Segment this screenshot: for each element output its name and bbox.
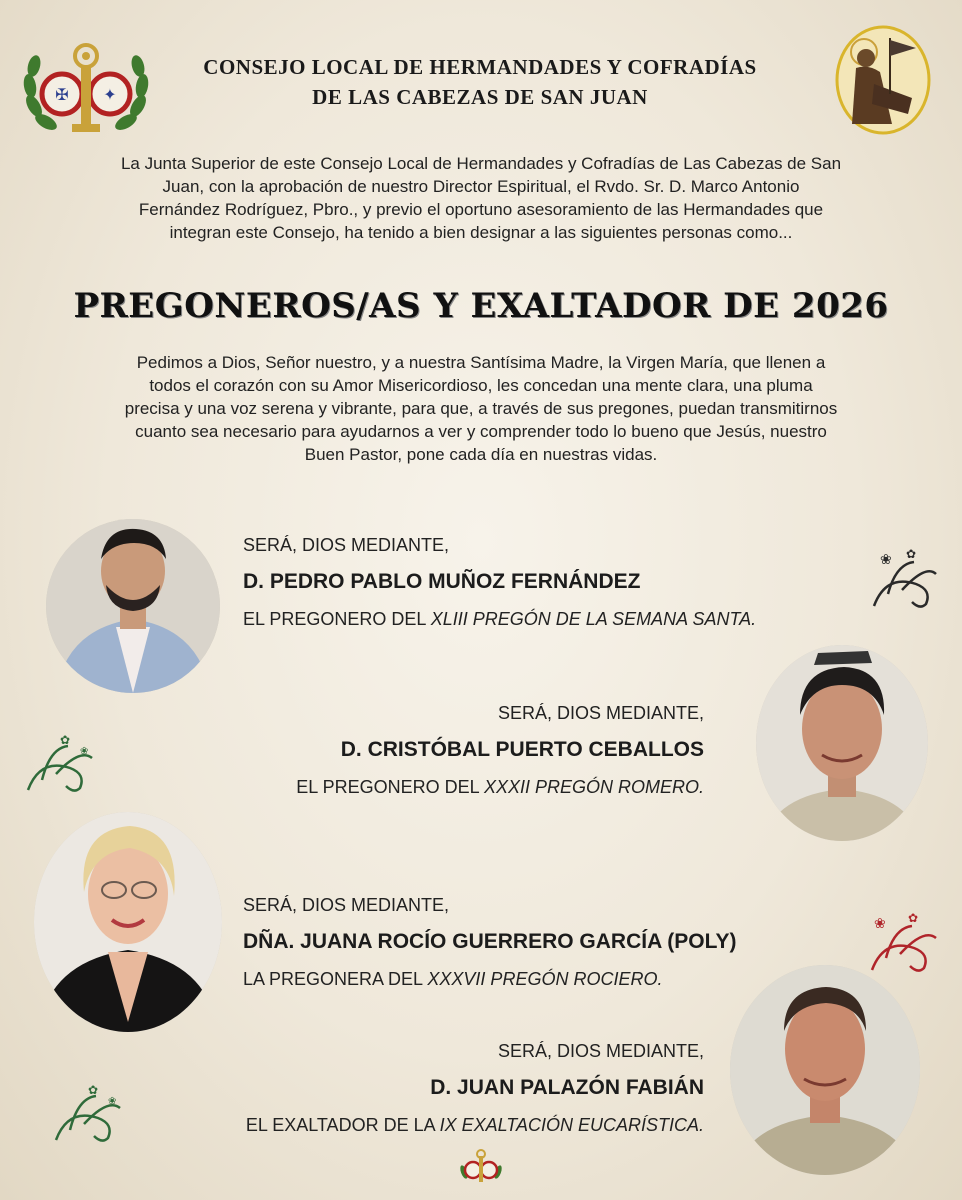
floral-ornament-icon (22, 730, 96, 802)
entry-name: D. PEDRO PABLO MUÑOZ FERNÁNDEZ (243, 570, 641, 593)
entry-lead: SERÁ, DIOS MEDIANTE, (497, 1041, 704, 1061)
floral-ornament-icon (864, 906, 940, 980)
entry-role-event: XLIII PREGÓN DE LA SEMANA SANTA. (430, 609, 757, 629)
entry-name: DÑA. JUANA ROCÍO GUERRERO GARCÍA (POLY) (243, 930, 737, 953)
svg-text:✿: ✿ (88, 1083, 99, 1097)
svg-text:✦: ✦ (103, 85, 117, 104)
portrait-juan-palazon (730, 965, 920, 1175)
header-title (150, 52, 810, 112)
entry-lead: SERÁ, DIOS MEDIANTE, (243, 895, 450, 915)
entry-name: D. JUAN PALAZÓN FABIÁN (430, 1076, 704, 1099)
brotherhoods-crest-icon (20, 36, 152, 140)
floral-ornament-icon (866, 544, 940, 614)
entry-role (296, 769, 704, 805)
entry-role-prefix: EL PREGONERO DEL (243, 609, 431, 629)
entry-role-prefix: EL EXALTADOR DE LA (245, 1115, 440, 1135)
intro-line: Fernández Rodríguez, Pbro., y previo el oportuno asesoramiento de las Hermandades que (138, 200, 824, 219)
entry-pedro-pablo (243, 527, 756, 637)
portrait-cristobal (756, 645, 928, 841)
entry-role (246, 1107, 704, 1143)
entry-name: D. CRISTÓBAL PUERTO CEBALLOS (340, 738, 704, 761)
small-crest-icon (458, 1148, 504, 1188)
svg-text:❀: ❀ (108, 1096, 117, 1107)
header-title-line-1: CONSEJO LOCAL DE HERMANDADES Y COFRADÍAS (203, 55, 757, 79)
svg-text:✿: ✿ (60, 733, 71, 747)
entry-lead: SERÁ, DIOS MEDIANTE, (497, 703, 704, 723)
prayer-line: precisa y una voz serena y vibrante, para que, a través de sus pregones, puedan transmitirnos (124, 399, 838, 418)
entry-role-event: IX EXALTACIÓN EUCARÍSTICA. (439, 1115, 704, 1135)
prayer-line: cuanto sea necesario para ayudarnos a ver y comprender todo lo bueno que Jesús, nuestro (135, 422, 827, 441)
entry-juana-rocio (243, 887, 737, 997)
svg-text:✿: ✿ (908, 911, 919, 925)
svg-text:✠: ✠ (55, 85, 69, 104)
prayer-paragraph (60, 351, 902, 466)
entry-cristobal (296, 695, 704, 805)
floral-ornament-icon (50, 1078, 124, 1152)
prayer-line: Buen Pastor, pone cada día en nuestras vidas. (304, 445, 658, 464)
entry-role-prefix: LA PREGONERA DEL (243, 969, 428, 989)
saint-john-image-icon (834, 24, 932, 136)
svg-text:❀: ❀ (874, 915, 886, 931)
svg-text:❀: ❀ (80, 746, 89, 757)
main-title: PREGONEROS/AS Y EXALTADOR DE 2026 (73, 286, 889, 326)
intro-line: La Junta Superior de este Consejo Local de Hermandades y Cofradías de Las Cabezas de San (120, 154, 842, 173)
portrait-pedro-pablo (46, 519, 220, 693)
prayer-line: Pedimos a Dios, Señor nuestro, y a nuestra Santísima Madre, la Virgen María, que llenen a (136, 353, 826, 372)
entry-role-event: XXXVII PREGÓN ROCIERO. (427, 969, 663, 989)
entry-role-event: XXXII PREGÓN ROMERO. (483, 777, 704, 797)
svg-text:✿: ✿ (906, 547, 917, 561)
prayer-line: todos el corazón con su Amor Misericordioso, les concedan una mente clara, una pluma (149, 376, 813, 395)
portrait-juana-rocio (34, 812, 222, 1032)
entry-role (243, 961, 737, 997)
entry-juan-palazon (246, 1033, 704, 1143)
entry-lead: SERÁ, DIOS MEDIANTE, (243, 535, 450, 555)
intro-line: integran este Consejo, ha tenido a bien designar a las siguientes personas como... (169, 223, 793, 242)
intro-line: Juan, con la aprobación de nuestro Director Espiritual, el Rvdo. Sr. D. Marco Antonio (162, 177, 800, 196)
intro-paragraph (60, 152, 902, 244)
entry-role (243, 601, 756, 637)
header-title-line-2: DE LAS CABEZAS DE SAN JUAN (312, 85, 648, 109)
svg-text:❀: ❀ (880, 551, 892, 567)
entry-role-prefix: EL PREGONERO DEL (296, 777, 484, 797)
